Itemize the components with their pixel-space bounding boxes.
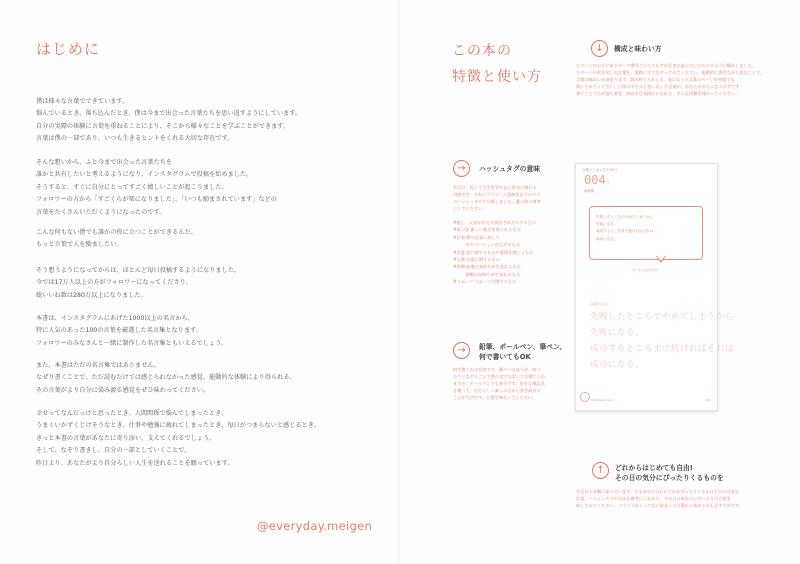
text-line: 書くことで心が落ち着き、前向きな気持ちになれる、そんな体験を味わってください。 (576, 91, 740, 96)
text-line: 次第。ハッシュタグや目次も参考にしながら、その日のあなたにぴったりの言葉を (576, 496, 731, 501)
text-line: 成功になる。 (590, 360, 645, 370)
sample-page-preview (575, 163, 735, 411)
tracing-text (590, 309, 734, 373)
text-line: 成功になる。 (596, 236, 618, 241)
sample-label: 言葉とともに歩む毎日 (582, 168, 617, 172)
sample-footer-left: Hashtag memo (591, 398, 614, 402)
circle-icon (580, 392, 590, 402)
hashtag-item: 挑戦の気持ちが生まれるもの (453, 271, 521, 277)
arrow-right-icon: → (453, 342, 470, 359)
title-line: 特徴と使い方 (452, 69, 542, 85)
text-line: のハッシュタグに分類しました。選ぶ時の参考 (453, 199, 541, 204)
text-line: 探してみてください。パラパラめくって目に留まった言葉から始めるのもおすすめです。 (576, 503, 744, 508)
hashtag-item: #仕事:夢や仕事に対して (453, 234, 500, 240)
section-title-hashtag: ハッシュタグの意味 (479, 165, 541, 173)
section-title-free (615, 463, 724, 483)
title-line: この本の (452, 43, 512, 59)
text-line: 特に人気のあった100の言葉を厳選した名言集となります。 (36, 327, 202, 335)
text-line: 幸せってなんだっけと思ったとき、人間関係で悩んでしまったとき、 (36, 410, 228, 417)
speech-bubble-tail-fill (657, 256, 665, 261)
arrow-up-icon: ↑ (592, 462, 609, 479)
text-line: きっと本書の言葉があなたに寄り添い、支えてくれるでしょう。 (36, 434, 216, 442)
text-line: ますが、ボールペンでも充分です。好きな筆記具 (453, 381, 545, 386)
text-line: また、本書はただの名言集ではありません。 (36, 362, 161, 369)
text-line: そう想うようになってからは、ほとんど毎日投稿するようになりました。 (36, 267, 241, 274)
text-line: なぜり書くことで、ただ読むだけでは感じられなかった感覚、能動的な体験により得られる、 (36, 374, 296, 382)
hashtag-item: #気づき:新しい視点を得られるもの (453, 227, 521, 233)
text-line: 右ページの吹き出しの言葉を、実際に手でなぞってみてください。能動的に書きながら読むことで、 (576, 70, 765, 75)
sample-caption: 松下幸之助(実業家) (632, 268, 659, 272)
text-line: 自分の実際の体験に言葉を重ねることにより、そこから様々なことを学ぶことができます。 (36, 122, 290, 130)
text-line: そんな想いから、ふと今まで出会った言葉たちを (36, 159, 173, 166)
section-body-hashtag (453, 184, 541, 212)
text-line: うまくいかずくじけそうなとき、仕事や勉強に疲れてしまったとき、毎日がつまらないと感じるとき、 (36, 422, 320, 430)
text-line: たりとなぞることで書の文字の美しさも感じられ (453, 374, 546, 379)
paragraph-1 (36, 96, 366, 146)
hashtag-item: モチベーションが上がるもの (453, 242, 520, 248)
hashtag-item: #スポーツ:スポーツに関するもの (453, 279, 517, 285)
text-line: 名言は人気順に並んでいます。でもあなたの心にどれがぴったりくるかはその日の気分 (576, 489, 739, 494)
right-page (400, 0, 800, 564)
text-line: 失敗になる。 (596, 222, 618, 227)
text-line: 名言は、短くて人生哲学や自己啓発に関わる (453, 185, 537, 190)
text-line: フォロワーのみなさんと一緒に制作した名言集ともいえるでしょう。 (36, 339, 228, 347)
section-title-structure: 構成と味わい方 (614, 45, 662, 53)
hashtag-list (453, 219, 536, 286)
text-line: 昨日より、あなたがより自分らしい人生を送れることを願っています。 (36, 459, 234, 467)
instagram-handle: @everyday.meigen (257, 519, 373, 533)
paragraph-4 (36, 265, 366, 302)
text-line: 総いいね数は280万以上になりました。 (36, 291, 147, 299)
arrow-right-icon: → (453, 160, 470, 177)
text-line: 誰かと共有したいと考えるようになり、インスタグラムで投稿を始めました。 (36, 171, 253, 179)
text-line: 言葉は僕の一部であり、いつも生きるヒントをくれる大切な存在です。 (36, 135, 234, 143)
title-line: 鉛筆、ボールペン、筆ペン、 (479, 343, 567, 351)
text-line: を使って、自分らしく楽しみながら書き続ける (453, 388, 541, 393)
title-line: どれからはじめても自由! (615, 464, 693, 472)
title-line: 何で書いてもOK (479, 353, 531, 361)
text-line: 悩んでいるとき、落ち込んだとき、僕は今まで出会った言葉たちを思い返すようにしています。 (36, 110, 302, 118)
text-line: 僕は様々な言葉でできています。 (36, 98, 129, 105)
section-body-pens (453, 366, 545, 401)
title-line: その日の気分にぴったりくるものを (615, 474, 724, 482)
paragraph-6 (36, 360, 366, 397)
hashtag-item: #言葉:言葉に関するもの (453, 257, 500, 263)
paragraph-3 (36, 227, 366, 252)
text-line: 本書は、インスタグラムにあげた1000以上の名言から、 (36, 315, 194, 322)
hashtag-item: #挑戦:前進の気持ちが生まれるもの (453, 264, 521, 270)
text-line: 失敗したところでやめてしまうから (596, 215, 654, 219)
text-line: 何で書くかは自由です。筆ペンのほうが、ゆっ (453, 367, 541, 372)
arrow-down-icon: ↓ (591, 40, 608, 57)
text-line: 内容です。それにプラスした意味を以下のタグ (453, 192, 541, 197)
sample-number-suffix: 言 (605, 180, 610, 185)
text-line: 失敗になる。 (590, 328, 645, 338)
section-title-pens (479, 342, 566, 362)
text-line: こんな何もない僕でも誰かの役に立つことができるんだ。 (36, 229, 197, 236)
text-line: にしてください。 (453, 206, 487, 211)
sample-page-number: 009 (705, 398, 711, 402)
text-line: 失敗したところでやめてしまうから (590, 312, 734, 322)
text-line: 成功するところまで続ければそれは (590, 344, 735, 354)
text-line: ことが大切です。言葉を味わってください。 (453, 395, 537, 400)
text-line: 開いてみてください。日常の中でふと思い出した言葉が、あなたの支えになるはずです。 (576, 84, 744, 89)
page-title (452, 38, 542, 90)
text-line: もっと言葉で人を励ましたい。 (36, 241, 123, 249)
text-line: 左ページの右上にあるテーマ番号ごとにそれぞれ好きに読んでいただけるように構成しました。 (576, 63, 756, 68)
section-body-free (576, 488, 743, 509)
sample-number-value: 004 (584, 173, 606, 187)
text-line: 成功するところまで続ければそれは (596, 229, 654, 234)
paragraph-7 (36, 408, 366, 470)
text-line: そうすると、すぐに自分にとってすごく嬉しいことが起こりました。 (36, 183, 228, 191)
paragraph-2 (36, 157, 366, 219)
sample-hashtag: #挑戦 (584, 189, 594, 193)
hashtag-item: #癒し、元気が出たり励まされたりするもの (453, 220, 537, 225)
text-line: フォロワーの方から「すごくらが楽になりました」、「いつも励まされています」などの (36, 196, 277, 204)
section-body-structure (576, 62, 764, 97)
hashtag-item: #恋愛:恋に関するものや愛情を感じるもの (453, 249, 534, 255)
page-title: はじめに (36, 40, 101, 58)
paragraph-5 (36, 313, 366, 350)
text-line: 今では17万人以上の方がフォロワーになってくださり、 (36, 279, 193, 287)
sample-number (584, 173, 610, 187)
text-line: 言葉をたくさんいただくようになったのです。 (36, 208, 166, 216)
speech-bubble-text (596, 214, 654, 243)
text-line: そして、なぞり書きし、自分の一部としていくことで、 (36, 447, 191, 455)
sample-small-label: 言葉をなぞる (590, 302, 609, 306)
text-line: その言葉がより自分に染み渡る感覚をぜひ味わってください。 (36, 386, 210, 394)
text-line: 言葉の味わいが深まります。読み終えたあとも、気になった言葉のページを何度でも (576, 77, 735, 82)
